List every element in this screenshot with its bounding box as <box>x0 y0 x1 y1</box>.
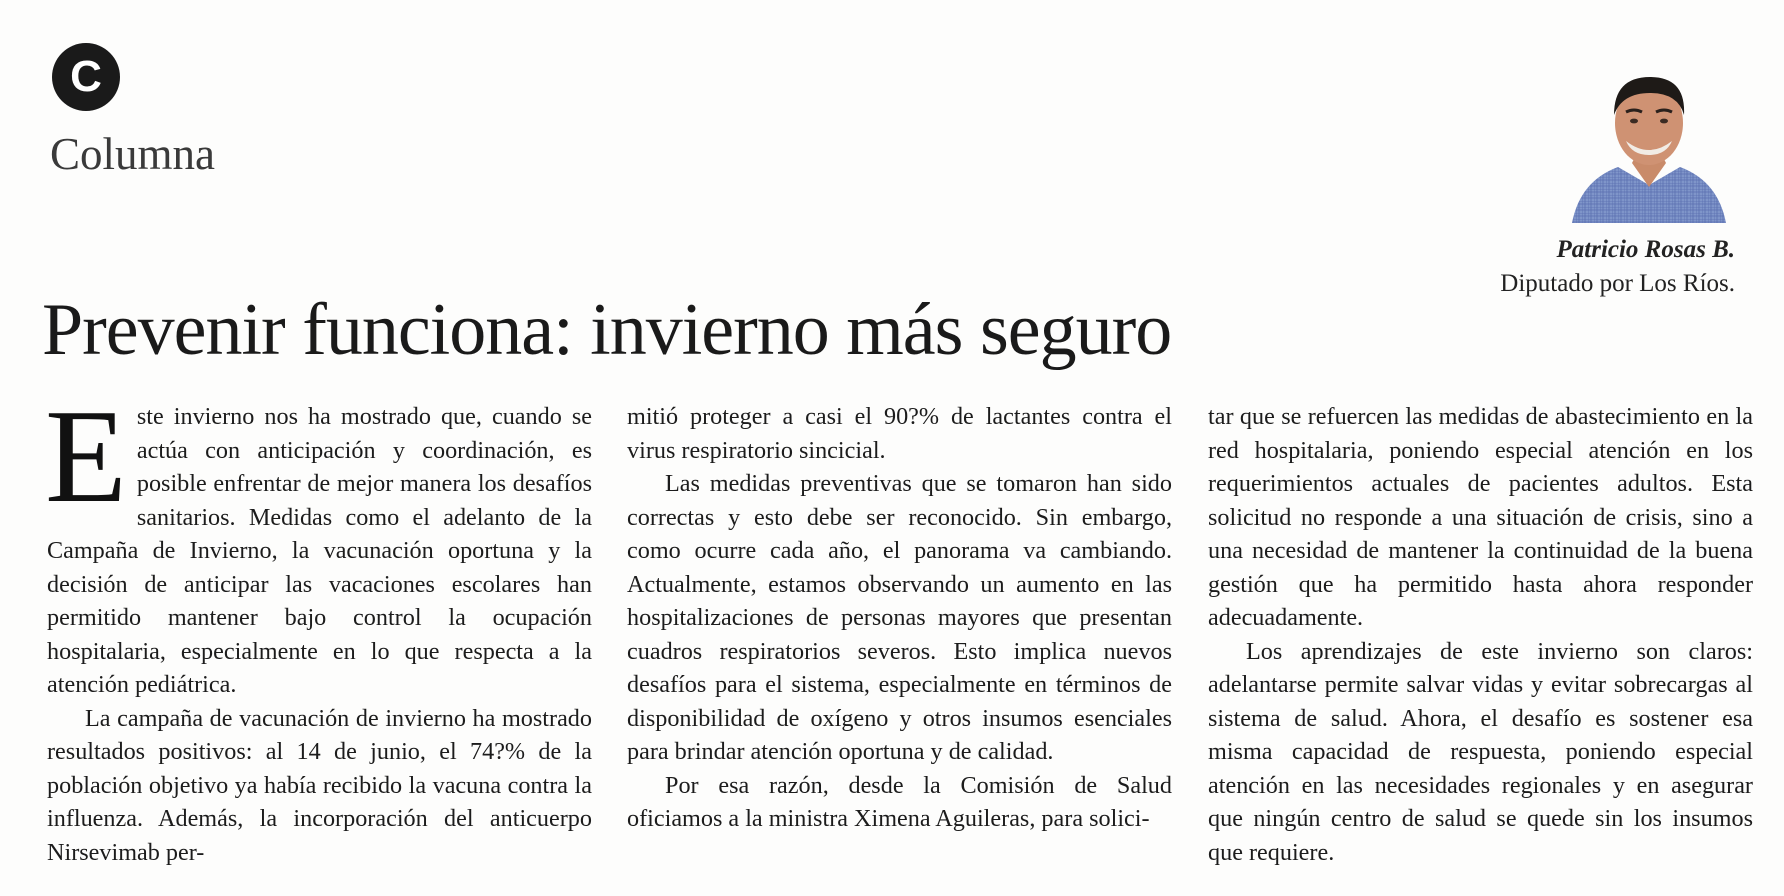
author-photo <box>1570 63 1728 223</box>
paragraph: Los aprendizajes de este invierno son claros: adelantarse permite salvar vidas y evitar sobrecargas al sistema de salud. Ahora, el desafío es sostener esa misma capacidad de respuesta, poniendo especial atención en las necesidades regionales y en asegurar que ningún centro de salud se quede sin los insumos que requiere. <box>1208 637 1753 866</box>
column-badge: C <box>52 43 120 111</box>
paragraph: Las medidas preventivas que se tomaron han sido correctas y esto debe ser reconocido. Sin embargo, como ocurre cada año, el panorama va cambiando. Actualmente, estamos observando un aumento en las hospitalizaciones de personas mayores que presentan cuadros respiratorios severos. Esto implica nuevos desafíos para el sistema, especialmente en términos de disponibilidad de oxígeno y otros insumos esenciales para brindar atención oportuna y de calidad. <box>627 470 1172 765</box>
paragraph: mitió proteger a casi el 90?% de lactantes contra el virus respiratorio sincicial. <box>627 403 1172 464</box>
author-name: Patricio Rosas B. <box>1556 236 1735 263</box>
paragraph: tar que se refuercen las medidas de abastecimiento en la red hospitalaria, poniendo especial atención en los requerimientos actuales de pacientes adultos. Esta solicitud no responde a una situación de crisis, sino a una necesidad de mantener la continuidad de la buena gestión que ha permitido hasta ahora responder adecuadamente. <box>1208 403 1753 631</box>
headline: Prevenir funciona: invierno más seguro <box>42 289 1172 371</box>
article-column-1 <box>45 382 592 869</box>
paragraph <box>45 382 592 702</box>
paragraph-text: ste invierno nos ha mostrado que, cuando se actúa con anticipación y coordinación, es posible enfrentar de mejor manera los desafíos sanitarios. Medidas como el adelanto de la Campaña de Invierno, la vacunación oportuna y la decisión de anticipar las vacaciones escolares han permitido mantener bajo control la ocupación hospitalaria, especialmente en lo que respecta a la atención pediátrica. <box>47 403 592 698</box>
drop-cap: E <box>45 382 127 530</box>
article-column-2 <box>627 400 1172 836</box>
section-label: Columna <box>50 129 215 179</box>
author-role: Diputado por Los Ríos. <box>1500 270 1735 297</box>
paragraph: Por esa razón, desde la Comisión de Salud oficiamos a la ministra Ximena Aguileras, para solici- <box>627 771 1172 832</box>
paragraph: La campaña de vacunación de invierno ha mostrado resultados positivos: al 14 de junio, el 74?% de la población objetivo ya había recibido la vacuna contra la influenza. Además, la incorporación del anticuerpo Nirsevimab per- <box>47 704 592 866</box>
article-column-3 <box>1208 400 1753 869</box>
